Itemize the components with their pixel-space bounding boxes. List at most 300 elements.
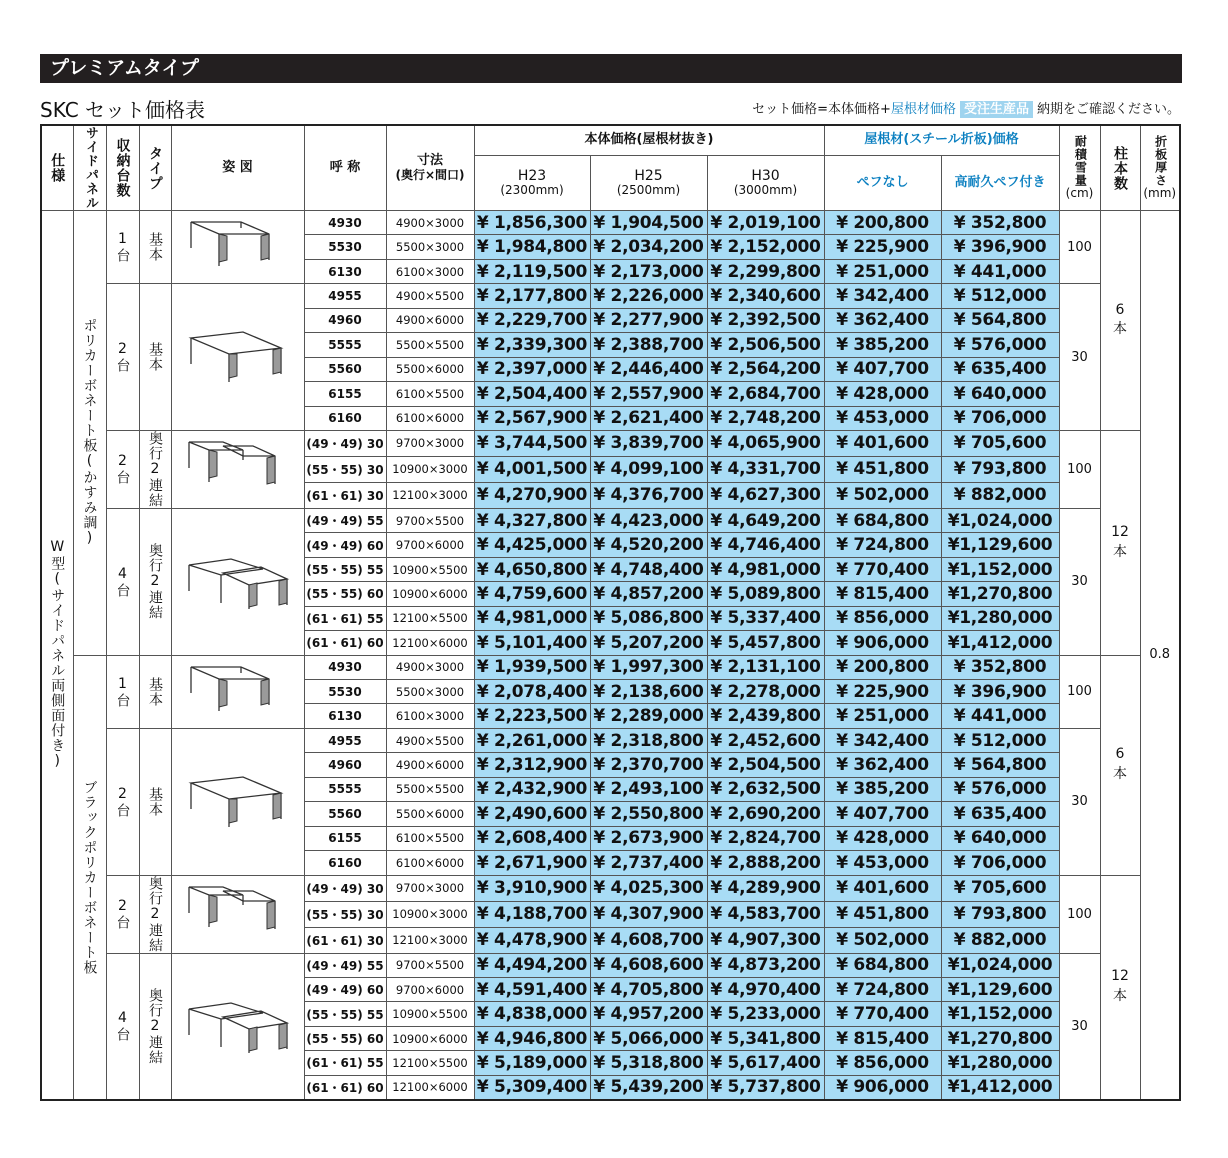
type-cell — [139, 728, 171, 875]
roof-price-no-peff: ¥ 684,800 — [824, 508, 941, 532]
carport-side-panels — [249, 579, 287, 607]
price-h25: ¥ 2,370,700 — [590, 753, 707, 777]
roof-price-peff: ¥1,270,800 — [941, 582, 1059, 606]
price-h23: ¥ 2,312,900 — [474, 753, 590, 777]
price-h23: ¥ 3,910,900 — [474, 875, 590, 901]
spec-label: W型(サイドパネル両側面付き) — [49, 539, 66, 771]
figure-cell — [171, 728, 304, 875]
price-h23: ¥ 4,591,400 — [474, 977, 590, 1001]
table-title: SKC セット価格表 — [40, 98, 206, 122]
snow-load: 100 — [1059, 655, 1100, 728]
count-label: 2台 — [114, 785, 131, 818]
price-h30: ¥ 2,632,500 — [707, 777, 824, 801]
table-row — [41, 284, 1180, 308]
header-side-panel: サイドパネル — [73, 125, 106, 211]
roof-price-peff: ¥ 793,800 — [941, 901, 1059, 927]
type-cell — [139, 953, 171, 1100]
price-h30: ¥ 2,340,600 — [707, 284, 824, 308]
model-name: (55・55) 30 — [304, 901, 386, 927]
model-dims: 9700×5500 — [386, 508, 474, 532]
post-count-unit: 本 — [1113, 988, 1127, 1005]
snow-load: 30 — [1059, 508, 1100, 655]
roof-price-peff: ¥ 705,600 — [941, 430, 1059, 456]
table-row — [41, 655, 1180, 679]
price-h30: ¥ 2,278,000 — [707, 680, 824, 704]
type-cell — [139, 211, 171, 284]
price-h23: ¥ 2,504,400 — [474, 382, 590, 406]
side-panel-label: ブラックポリカーボネート板 — [81, 779, 98, 975]
price-h30: ¥ 2,392,500 — [707, 308, 824, 332]
snow-load: 30 — [1059, 953, 1100, 1100]
price-h25: ¥ 2,446,400 — [590, 357, 707, 381]
model-name: (61・61) 30 — [304, 927, 386, 953]
table-row — [41, 953, 1180, 977]
snow-load: 100 — [1059, 430, 1100, 508]
roof-price-no-peff: ¥ 770,400 — [824, 1002, 941, 1026]
model-name: 4955 — [304, 284, 386, 308]
price-h23: ¥ 5,309,400 — [474, 1075, 590, 1099]
roof-price-peff: ¥ 352,800 — [941, 655, 1059, 679]
model-dims: 9700×3000 — [386, 875, 474, 901]
price-h25: ¥ 2,673,900 — [590, 826, 707, 850]
price-table — [40, 124, 1181, 1101]
price-h25: ¥ 5,439,200 — [590, 1075, 707, 1099]
roof-price-peff: ¥ 441,000 — [941, 259, 1059, 283]
price-h30: ¥ 2,690,200 — [707, 802, 824, 826]
price-h23: ¥ 4,188,700 — [474, 901, 590, 927]
roof-price-peff: ¥ 396,900 — [941, 235, 1059, 259]
section-banner: プレミアムタイプ — [40, 54, 1182, 83]
price-h23: ¥ 2,229,700 — [474, 308, 590, 332]
price-h25: ¥ 4,857,200 — [590, 582, 707, 606]
roof-price-no-peff: ¥ 428,000 — [824, 826, 941, 850]
count-label: 2台 — [114, 341, 131, 374]
header-figure: 姿 図 — [171, 125, 304, 211]
roof-price-peff: ¥ 705,600 — [941, 875, 1059, 901]
model-dims: 5500×3000 — [386, 680, 474, 704]
note-roof-text: 屋根材価格 — [890, 102, 956, 117]
price-h30: ¥ 4,907,300 — [707, 927, 824, 953]
price-h25: ¥ 4,705,800 — [590, 977, 707, 1001]
roof-price-no-peff: ¥ 407,700 — [824, 802, 941, 826]
carport-roof — [191, 777, 281, 799]
model-name: 4955 — [304, 728, 386, 752]
count-label: 4台 — [114, 1010, 131, 1043]
model-name: (55・55) 55 — [304, 1002, 386, 1026]
header-roof-price: 屋根材(スチール折板)価格 — [824, 125, 1059, 156]
roof-price-peff: ¥ 640,000 — [941, 826, 1059, 850]
count-label: 1台 — [114, 675, 131, 708]
count-label: 1台 — [114, 231, 131, 264]
model-dims: 6100×5500 — [386, 826, 474, 850]
roof-price-no-peff: ¥ 906,000 — [824, 631, 941, 655]
model-dims: 10900×6000 — [386, 1026, 474, 1050]
model-name: 4930 — [304, 655, 386, 679]
roof-price-peff: ¥1,152,000 — [941, 1002, 1059, 1026]
type-label: 基本 — [147, 676, 163, 707]
roof-price-peff: ¥ 441,000 — [941, 704, 1059, 728]
roof-price-no-peff: ¥ 724,800 — [824, 977, 941, 1001]
roof-price-no-peff: ¥ 502,000 — [824, 927, 941, 953]
price-h30: ¥ 2,888,200 — [707, 851, 824, 875]
model-dims: 4900×6000 — [386, 308, 474, 332]
header-type: タイプ — [139, 125, 171, 211]
side-panel-cell — [73, 655, 106, 1100]
type-label: 奥行2連結 — [147, 987, 163, 1065]
roof-price-peff: ¥1,024,000 — [941, 508, 1059, 532]
price-h25: ¥ 3,839,700 — [590, 430, 707, 456]
price-h30: ¥ 5,233,000 — [707, 1002, 824, 1026]
header-peff: 高耐久ペフ付き — [941, 156, 1059, 211]
price-h25: ¥ 5,066,000 — [590, 1026, 707, 1050]
roof-price-peff: ¥1,024,000 — [941, 953, 1059, 977]
price-h23: ¥ 2,397,000 — [474, 357, 590, 381]
roof-price-no-peff: ¥ 453,000 — [824, 406, 941, 430]
carport-roof — [191, 222, 269, 234]
spec-cell — [41, 211, 73, 1100]
price-h25: ¥ 2,034,200 — [590, 235, 707, 259]
model-dims: 9700×3000 — [386, 430, 474, 456]
carport-figure-single — [183, 214, 293, 280]
model-dims: 4900×5500 — [386, 728, 474, 752]
price-h30: ¥ 2,684,700 — [707, 382, 824, 406]
model-name: 6155 — [304, 826, 386, 850]
roof-price-no-peff: ¥ 200,800 — [824, 655, 941, 679]
carport-figure-wide — [183, 324, 293, 390]
carport-side-panels — [249, 1023, 287, 1051]
price-h23: ¥ 4,270,900 — [474, 482, 590, 508]
model-name: (49・49) 60 — [304, 977, 386, 1001]
note-prefix: セット価格=本体価格+ — [752, 102, 891, 117]
model-name: 5560 — [304, 357, 386, 381]
model-name: (55・55) 60 — [304, 1026, 386, 1050]
model-name: 4930 — [304, 211, 386, 235]
figure-cell — [171, 430, 304, 508]
price-h30: ¥ 4,289,900 — [707, 875, 824, 901]
roof-price-peff: ¥1,129,600 — [941, 977, 1059, 1001]
price-h30: ¥ 5,737,800 — [707, 1075, 824, 1099]
price-h23: ¥ 4,981,000 — [474, 606, 590, 630]
roof-price-peff: ¥1,270,800 — [941, 1026, 1059, 1050]
roof-price-peff: ¥ 640,000 — [941, 382, 1059, 406]
model-name: 5530 — [304, 235, 386, 259]
roof-price-peff: ¥1,129,600 — [941, 533, 1059, 557]
model-name: 5555 — [304, 333, 386, 357]
post-count: 6 — [1115, 746, 1125, 763]
type-label: 奥行2連結 — [147, 430, 163, 508]
price-h30: ¥ 2,504,500 — [707, 753, 824, 777]
carport-roof — [189, 887, 275, 901]
model-name: (61・61) 60 — [304, 1075, 386, 1099]
carport-side-panels — [219, 679, 269, 707]
model-name: 5560 — [304, 802, 386, 826]
price-h23: ¥ 4,650,800 — [474, 557, 590, 581]
model-dims: 10900×6000 — [386, 582, 474, 606]
model-name: (61・61) 30 — [304, 482, 386, 508]
side-panel-label: ポリカーボネート板(かすみ調) — [81, 318, 98, 548]
carport-figure-long — [183, 881, 293, 947]
price-h25: ¥ 2,388,700 — [590, 333, 707, 357]
type-label: 奥行2連結 — [147, 875, 163, 953]
model-dims: 12100×5500 — [386, 1051, 474, 1075]
price-h25: ¥ 2,277,900 — [590, 308, 707, 332]
table-row — [41, 728, 1180, 752]
price-h25: ¥ 4,025,300 — [590, 875, 707, 901]
table-row — [41, 508, 1180, 532]
type-label: 基本 — [147, 232, 163, 263]
side-panel-cell — [73, 211, 106, 656]
model-dims: 4900×3000 — [386, 655, 474, 679]
price-h30: ¥ 2,131,100 — [707, 655, 824, 679]
model-name: 6130 — [304, 259, 386, 283]
header-dims: 寸法 (奥行×間口) — [386, 125, 474, 211]
price-h25: ¥ 2,621,400 — [590, 406, 707, 430]
price-h25: ¥ 4,957,200 — [590, 1002, 707, 1026]
price-h23: ¥ 5,189,000 — [474, 1051, 590, 1075]
roof-price-no-peff: ¥ 251,000 — [824, 259, 941, 283]
model-dims: 9700×5500 — [386, 953, 474, 977]
price-h23: ¥ 4,946,800 — [474, 1026, 590, 1050]
roof-price-peff: ¥ 564,800 — [941, 753, 1059, 777]
price-h25: ¥ 4,608,700 — [590, 927, 707, 953]
price-h30: ¥ 2,748,200 — [707, 406, 824, 430]
roof-price-no-peff: ¥ 856,000 — [824, 606, 941, 630]
model-dims: 10900×3000 — [386, 456, 474, 482]
price-h23: ¥ 3,744,500 — [474, 430, 590, 456]
model-dims: 5500×3000 — [386, 235, 474, 259]
roof-price-peff: ¥ 882,000 — [941, 482, 1059, 508]
header-no-peff: ペフなし — [824, 156, 941, 211]
price-h25: ¥ 5,318,800 — [590, 1051, 707, 1075]
price-h23: ¥ 2,078,400 — [474, 680, 590, 704]
count-cell — [106, 430, 139, 508]
price-h23: ¥ 1,939,500 — [474, 655, 590, 679]
model-name: (61・61) 55 — [304, 1051, 386, 1075]
price-h23: ¥ 4,494,200 — [474, 953, 590, 977]
roof-price-no-peff: ¥ 200,800 — [824, 211, 941, 235]
roof-price-no-peff: ¥ 385,200 — [824, 333, 941, 357]
type-cell — [139, 655, 171, 728]
figure-cell — [171, 284, 304, 431]
price-h23: ¥ 2,432,900 — [474, 777, 590, 801]
model-name: (61・61) 55 — [304, 606, 386, 630]
price-h30: ¥ 2,452,600 — [707, 728, 824, 752]
post-count-cell — [1100, 875, 1140, 1100]
model-dims: 9700×6000 — [386, 977, 474, 1001]
price-h30: ¥ 4,331,700 — [707, 456, 824, 482]
type-cell — [139, 508, 171, 655]
type-cell — [139, 430, 171, 508]
model-name: (55・55) 30 — [304, 456, 386, 482]
count-cell — [106, 508, 139, 655]
price-h25: ¥ 2,226,000 — [590, 284, 707, 308]
price-h25: ¥ 4,423,000 — [590, 508, 707, 532]
price-note — [752, 98, 1180, 117]
roof-price-peff: ¥ 512,000 — [941, 728, 1059, 752]
model-name: 6160 — [304, 851, 386, 875]
roof-price-peff: ¥1,412,000 — [941, 631, 1059, 655]
price-h23: ¥ 4,425,000 — [474, 533, 590, 557]
roof-price-peff: ¥ 396,900 — [941, 680, 1059, 704]
price-h23: ¥ 4,327,800 — [474, 508, 590, 532]
carport-figure-longwide — [183, 549, 293, 615]
roof-price-peff: ¥ 635,400 — [941, 357, 1059, 381]
roof-price-no-peff: ¥ 724,800 — [824, 533, 941, 557]
price-h25: ¥ 2,493,100 — [590, 777, 707, 801]
price-h25: ¥ 4,520,200 — [590, 533, 707, 557]
model-dims: 4900×3000 — [386, 211, 474, 235]
model-name: 5555 — [304, 777, 386, 801]
price-h30: ¥ 5,341,800 — [707, 1026, 824, 1050]
price-h30: ¥ 4,649,200 — [707, 508, 824, 532]
model-name: (49・49) 55 — [304, 953, 386, 977]
model-dims: 5500×6000 — [386, 802, 474, 826]
model-dims: 6100×6000 — [386, 406, 474, 430]
roof-price-peff: ¥ 512,000 — [941, 284, 1059, 308]
roof-price-no-peff: ¥ 342,400 — [824, 728, 941, 752]
roof-price-no-peff: ¥ 770,400 — [824, 557, 941, 581]
roof-price-no-peff: ¥ 407,700 — [824, 357, 941, 381]
price-h30: ¥ 4,065,900 — [707, 430, 824, 456]
price-h30: ¥ 5,617,400 — [707, 1051, 824, 1075]
count-label: 4台 — [114, 565, 131, 598]
figure-cell — [171, 211, 304, 284]
carport-roof — [189, 559, 287, 585]
price-h23: ¥ 2,177,800 — [474, 284, 590, 308]
price-h23: ¥ 2,608,400 — [474, 826, 590, 850]
price-h25: ¥ 2,318,800 — [590, 728, 707, 752]
count-cell — [106, 875, 139, 953]
header-posts: 柱本数 — [1100, 125, 1140, 211]
count-cell — [106, 953, 139, 1100]
roof-price-peff: ¥1,280,000 — [941, 1051, 1059, 1075]
price-h23: ¥ 1,984,800 — [474, 235, 590, 259]
model-name: (55・55) 60 — [304, 582, 386, 606]
roof-price-peff: ¥ 564,800 — [941, 308, 1059, 332]
price-h30: ¥ 5,089,800 — [707, 582, 824, 606]
roof-price-peff: ¥ 793,800 — [941, 456, 1059, 482]
post-count-unit: 本 — [1113, 321, 1127, 338]
header-thickness: 折板厚さ (mm) — [1140, 125, 1180, 211]
carport-side-panels — [219, 234, 269, 262]
snow-load: 100 — [1059, 211, 1100, 284]
price-h23: ¥ 5,101,400 — [474, 631, 590, 655]
model-dims: 5500×5500 — [386, 333, 474, 357]
price-h30: ¥ 4,583,700 — [707, 901, 824, 927]
price-h30: ¥ 2,564,200 — [707, 357, 824, 381]
price-h25: ¥ 2,557,900 — [590, 382, 707, 406]
price-h30: ¥ 4,970,400 — [707, 977, 824, 1001]
post-count-unit: 本 — [1113, 543, 1127, 560]
price-h25: ¥ 2,289,000 — [590, 704, 707, 728]
carport-figure-single — [183, 659, 293, 725]
price-h23: ¥ 2,339,300 — [474, 333, 590, 357]
carport-roof — [189, 442, 275, 456]
roof-price-peff: ¥1,152,000 — [941, 557, 1059, 581]
roof-price-no-peff: ¥ 401,600 — [824, 875, 941, 901]
type-label: 基本 — [147, 342, 163, 373]
price-h30: ¥ 2,439,800 — [707, 704, 824, 728]
post-count: 12 — [1111, 524, 1129, 541]
model-name: (61・61) 60 — [304, 631, 386, 655]
header-body-price: 本体価格(屋根材抜き) — [474, 125, 824, 156]
figure-cell — [171, 875, 304, 953]
header-count: 収納台数 — [106, 125, 139, 211]
price-h25: ¥ 4,748,400 — [590, 557, 707, 581]
header-h25: H25 (2500mm) — [590, 156, 707, 211]
model-dims: 12100×5500 — [386, 606, 474, 630]
model-dims: 6100×3000 — [386, 259, 474, 283]
carport-roof — [191, 667, 269, 679]
model-dims: 12100×6000 — [386, 1075, 474, 1099]
roof-price-no-peff: ¥ 502,000 — [824, 482, 941, 508]
roof-price-no-peff: ¥ 856,000 — [824, 1051, 941, 1075]
model-name: 6130 — [304, 704, 386, 728]
note-suffix: 納期をご確認ください。 — [1036, 102, 1180, 117]
carport-roof — [191, 332, 281, 354]
table-row — [41, 211, 1180, 235]
count-cell — [106, 211, 139, 284]
figure-cell — [171, 508, 304, 655]
price-h23: ¥ 4,478,900 — [474, 927, 590, 953]
header-snow: 耐積雪量 (cm) — [1059, 125, 1100, 211]
price-h30: ¥ 4,627,300 — [707, 482, 824, 508]
type-label: 奥行2連結 — [147, 543, 163, 621]
roof-price-no-peff: ¥ 362,400 — [824, 308, 941, 332]
price-h25: ¥ 2,737,400 — [590, 851, 707, 875]
roof-price-no-peff: ¥ 342,400 — [824, 284, 941, 308]
carport-figure-longwide — [183, 993, 293, 1059]
price-h25: ¥ 5,207,200 — [590, 631, 707, 655]
header-h23: H23 (2300mm) — [474, 156, 590, 211]
price-h25: ¥ 2,550,800 — [590, 802, 707, 826]
price-h25: ¥ 4,376,700 — [590, 482, 707, 508]
price-h23: ¥ 2,119,500 — [474, 259, 590, 283]
model-dims: 12100×6000 — [386, 631, 474, 655]
price-h23: ¥ 4,759,600 — [474, 582, 590, 606]
made-to-order-badge: 受注生産品 — [960, 101, 1033, 118]
model-dims: 6100×6000 — [386, 851, 474, 875]
price-h30: ¥ 5,457,800 — [707, 631, 824, 655]
roof-price-peff: ¥1,280,000 — [941, 606, 1059, 630]
price-h30: ¥ 2,824,700 — [707, 826, 824, 850]
price-h30: ¥ 5,337,400 — [707, 606, 824, 630]
price-h30: ¥ 2,019,100 — [707, 211, 824, 235]
type-label: 基本 — [147, 786, 163, 817]
roof-price-no-peff: ¥ 451,800 — [824, 456, 941, 482]
price-h25: ¥ 5,086,800 — [590, 606, 707, 630]
price-h25: ¥ 4,307,900 — [590, 901, 707, 927]
roof-price-no-peff: ¥ 385,200 — [824, 777, 941, 801]
price-h25: ¥ 1,904,500 — [590, 211, 707, 235]
post-count: 6 — [1115, 301, 1125, 318]
price-h30: ¥ 2,299,800 — [707, 259, 824, 283]
snow-load: 30 — [1059, 284, 1100, 431]
count-cell — [106, 728, 139, 875]
price-h25: ¥ 2,138,600 — [590, 680, 707, 704]
model-name: (49・49) 30 — [304, 430, 386, 456]
model-dims: 12100×3000 — [386, 482, 474, 508]
roof-price-peff: ¥ 635,400 — [941, 802, 1059, 826]
post-count-cell — [1100, 655, 1140, 875]
price-h23: ¥ 2,490,600 — [474, 802, 590, 826]
thickness-value: 0.8 — [1140, 211, 1180, 1100]
post-count: 12 — [1111, 968, 1129, 985]
count-label: 2台 — [114, 453, 131, 486]
roof-price-peff: ¥ 706,000 — [941, 851, 1059, 875]
roof-price-no-peff: ¥ 225,900 — [824, 680, 941, 704]
model-dims: 4900×5500 — [386, 284, 474, 308]
